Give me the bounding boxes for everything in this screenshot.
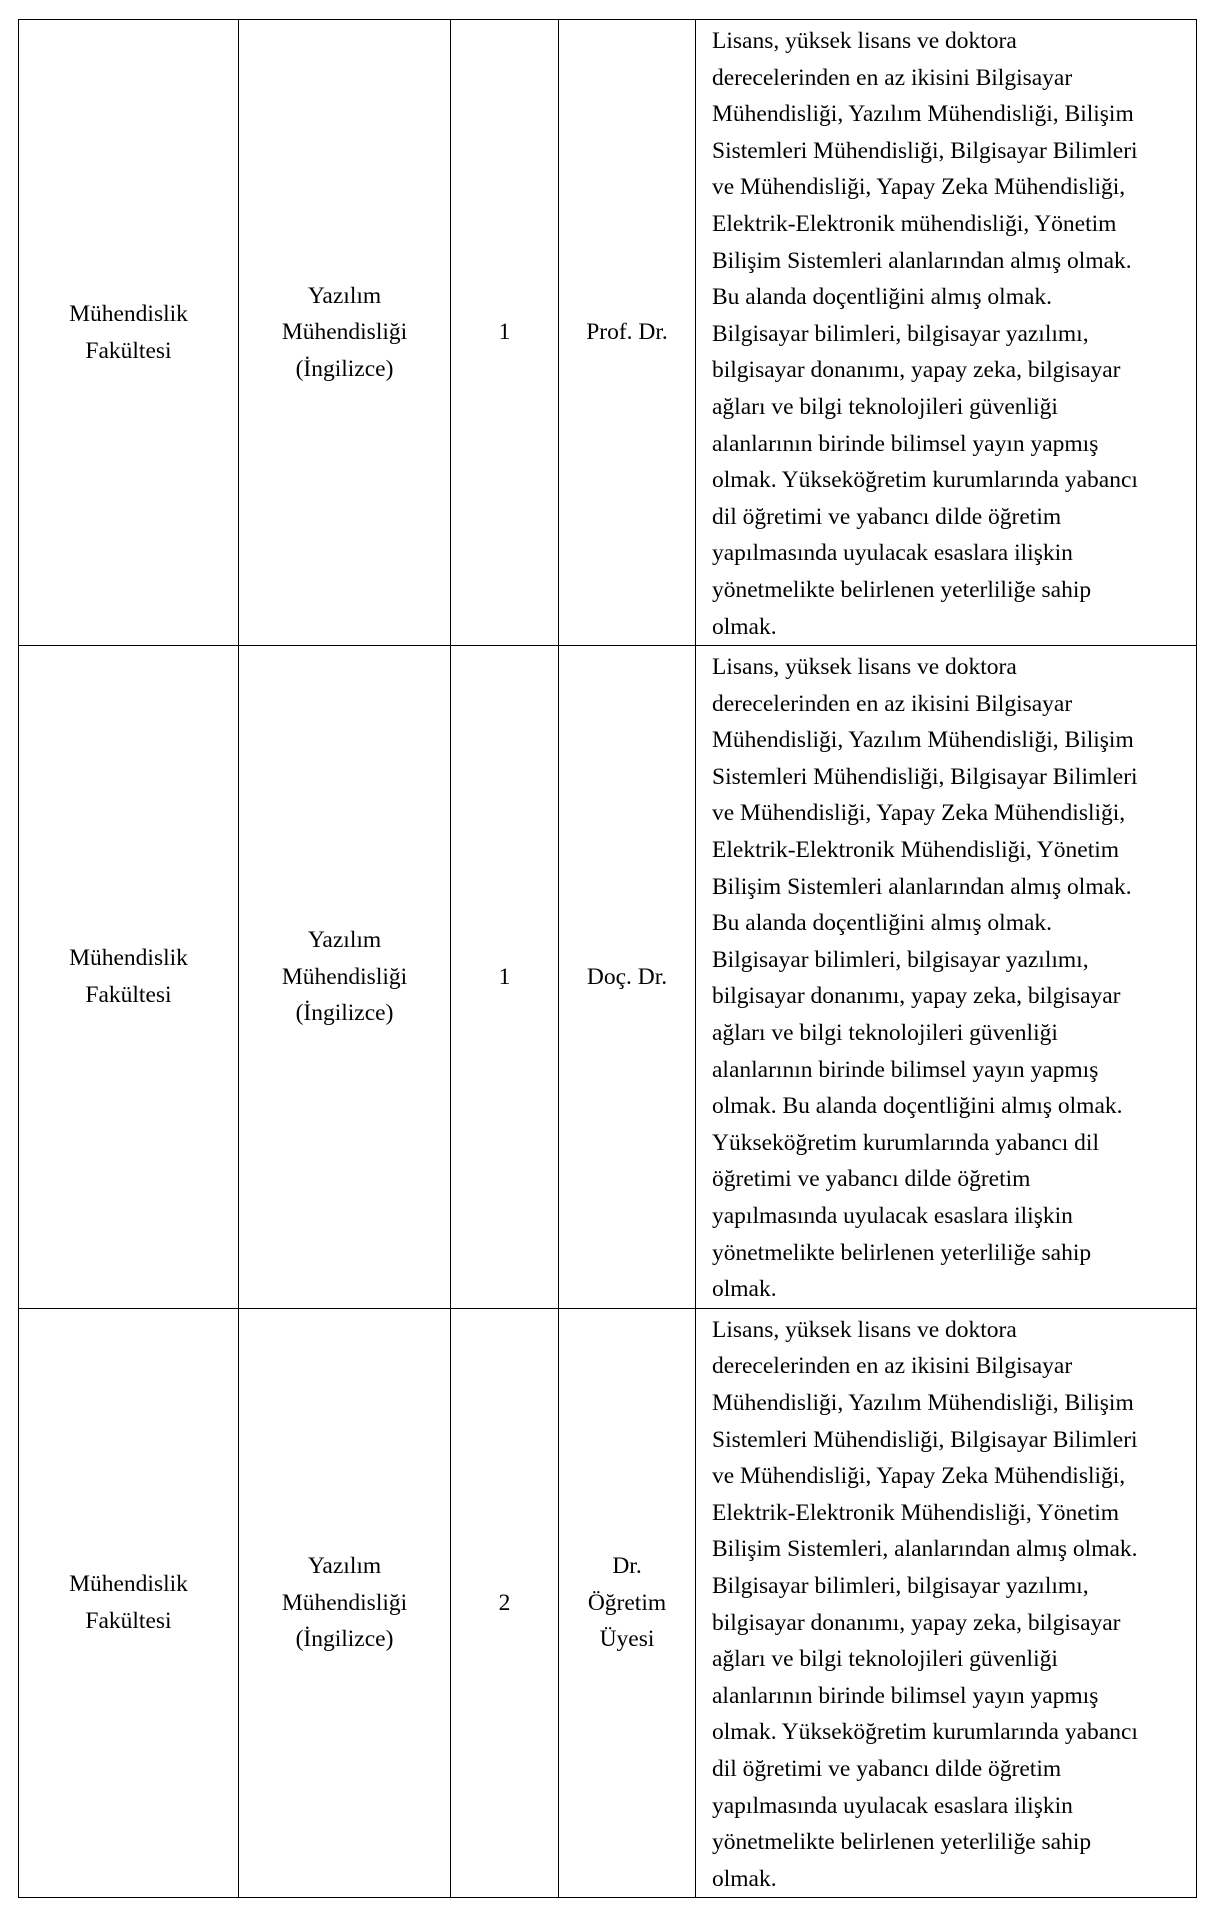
table-row [19, 1308, 1197, 1898]
text-line: Mühendisliği, Yazılım Mühendisliği, Bilişim [712, 727, 1134, 754]
text-line: olmak. [712, 1276, 777, 1303]
position-count: 2 [498, 1589, 511, 1616]
requirements-cell [696, 1308, 1197, 1898]
text-line: olmak. Bu alanda doçentliğini almış olmak. [712, 1093, 1123, 1120]
text-line: Bu alanda doçentliğini almış olmak. [712, 284, 1053, 311]
text-line: yapılmasında uyulacak esaslara ilişkin [712, 1792, 1073, 1819]
text-line: Dr. [612, 1553, 642, 1580]
text-line: Lisans, yüksek lisans ve doktora [712, 1316, 1017, 1343]
text-line: yapılmasında uyulacak esaslara ilişkin [712, 1203, 1073, 1229]
text-line: bilgisayar donanımı, yapay zeka, bilgisayar [712, 983, 1121, 1010]
text-line: Prof. Dr. [586, 319, 668, 346]
text-line: Sistemleri Mühendisliği, Bilgisayar Bilimleri [712, 763, 1138, 790]
position-count: 1 [498, 963, 511, 990]
text-line: Elektrik-Elektronik Mühendisliği, Yönetim [712, 1499, 1120, 1526]
title-cell [559, 646, 696, 1309]
text-line: (İngilizce) [295, 1000, 394, 1027]
text-line: Yazılım [307, 1553, 382, 1580]
text-line: Mühendislik [69, 945, 188, 972]
text-line: alanlarının birinde bilimsel yayın yapmış [712, 430, 1099, 457]
department-cell [239, 20, 451, 646]
text-line: derecelerinden en az ikisini Bilgisayar [712, 64, 1073, 91]
text-line: öğretimi ve yabancı dilde öğretim [712, 1166, 1031, 1193]
text-line: Lisans, yüksek lisans ve doktora [712, 28, 1017, 54]
text-line: yönetmelikte belirlenen yeterliliğe sahip [712, 576, 1092, 603]
count-cell [451, 1308, 559, 1898]
text-line: Bilişim Sistemleri alanlarından almış olmak. [712, 247, 1132, 274]
text-line: olmak. Yükseköğretim kurumlarında yabancı [712, 467, 1138, 494]
title-cell [559, 1308, 696, 1898]
text-line: Mühendisliği, Yazılım Mühendisliği, Bilişim [712, 1389, 1134, 1416]
faculty-cell [19, 1308, 239, 1898]
text-line: alanlarının birinde bilimsel yayın yapmış [712, 1682, 1099, 1709]
text-line: Bilişim Sistemleri alanlarından almış olmak. [712, 873, 1132, 900]
positions-table [18, 19, 1197, 1898]
text-line: Mühendisliği [281, 1589, 408, 1616]
text-line: Fakültesi [85, 1608, 172, 1635]
text-line: Öğretim [587, 1589, 667, 1616]
text-line: ve Mühendisliği, Yapay Zeka Mühendisliği, [712, 800, 1126, 827]
text-line: bilgisayar donanımı, yapay zeka, bilgisayar [712, 357, 1121, 384]
text-line: derecelerinden en az ikisini Bilgisayar [712, 1353, 1073, 1380]
text-line: Yazılım [307, 282, 382, 309]
text-line: Mühendisliği [281, 963, 408, 990]
text-line: Mühendislik [69, 300, 188, 327]
text-line: olmak. [712, 1865, 777, 1892]
text-line: yönetmelikte belirlenen yeterliliğe sahip [712, 1239, 1092, 1266]
text-line: Mühendisliği [281, 319, 408, 346]
requirements-cell [696, 646, 1197, 1309]
text-line: Mühendisliği, Yazılım Mühendisliği, Bilişim [712, 101, 1134, 128]
text-line: olmak. Yükseköğretim kurumlarında yabancı [712, 1719, 1138, 1746]
text-line: ve Mühendisliği, Yapay Zeka Mühendisliği, [712, 1463, 1126, 1490]
text-line: ağları ve bilgi teknolojileri güvenliği [712, 1020, 1058, 1047]
text-line: Elektrik-Elektronik Mühendisliği, Yönetim [712, 837, 1120, 864]
text-line: Bilişim Sistemleri, alanlarından almış olmak. [712, 1536, 1138, 1563]
text-line: Mühendislik [69, 1571, 188, 1598]
count-cell [451, 646, 559, 1309]
text-line: ağları ve bilgi teknolojileri güvenliği [712, 1646, 1058, 1673]
text-line: (İngilizce) [295, 355, 394, 382]
text-line: Sistemleri Mühendisliği, Bilgisayar Bilimleri [712, 137, 1138, 164]
table-row [19, 646, 1197, 1309]
text-line: Lisans, yüksek lisans ve doktora [712, 654, 1017, 681]
text-line: Yükseköğretim kurumlarında yabancı dil [712, 1129, 1099, 1156]
faculty-cell [19, 646, 239, 1309]
title-cell [559, 20, 696, 646]
text-line: Fakültesi [85, 337, 172, 364]
text-line: Bilgisayar bilimleri, bilgisayar yazılımı, [712, 320, 1089, 347]
text-line: Elektrik-Elektronik mühendisliği, Yönetim [712, 210, 1117, 237]
text-line: olmak. [712, 613, 777, 640]
faculty-cell [19, 20, 239, 646]
text-line: Doç. Dr. [586, 963, 668, 990]
table-row [19, 20, 1197, 646]
position-count: 1 [498, 319, 511, 346]
text-line: ağları ve bilgi teknolojileri güvenliği [712, 393, 1058, 420]
text-line: bilgisayar donanımı, yapay zeka, bilgisayar [712, 1609, 1121, 1636]
text-line: Bu alanda doçentliğini almış olmak. [712, 910, 1053, 937]
department-cell [239, 1308, 451, 1898]
text-line: alanlarının birinde bilimsel yayın yapmış [712, 1056, 1099, 1083]
text-line: (İngilizce) [295, 1626, 394, 1653]
text-line: Yazılım [307, 927, 382, 954]
text-line: ve Mühendisliği, Yapay Zeka Mühendisliği, [712, 174, 1126, 201]
text-line: dil öğretimi ve yabancı dilde öğretim [712, 1755, 1062, 1782]
text-line: Üyesi [599, 1626, 655, 1653]
text-line: Sistemleri Mühendisliği, Bilgisayar Bilimleri [712, 1426, 1138, 1453]
count-cell [451, 20, 559, 646]
text-line: derecelerinden en az ikisini Bilgisayar [712, 690, 1073, 717]
text-line: Fakültesi [85, 981, 172, 1008]
text-line: Bilgisayar bilimleri, bilgisayar yazılımı, [712, 946, 1089, 973]
text-line: Bilgisayar bilimleri, bilgisayar yazılımı, [712, 1572, 1089, 1599]
text-line: yönetmelikte belirlenen yeterliliğe sahip [712, 1829, 1092, 1856]
text-line: yapılmasında uyulacak esaslara ilişkin [712, 540, 1073, 567]
requirements-cell [696, 20, 1197, 646]
text-line: dil öğretimi ve yabancı dilde öğretim [712, 503, 1062, 530]
department-cell [239, 646, 451, 1309]
